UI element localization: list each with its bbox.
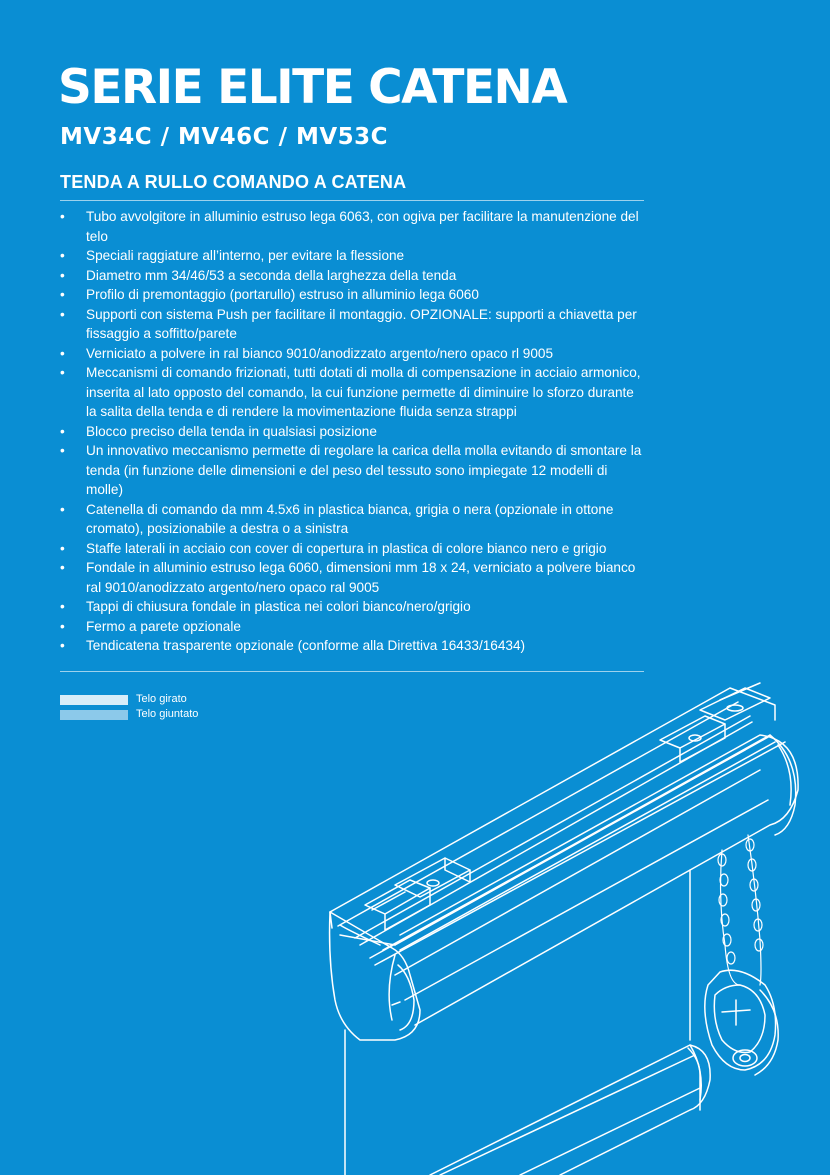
feature-item: • Un innovativo meccanismo permette di regolare la carica della molla evitando di smontare la tenda (in funzione delle dimensioni e del peso del tessuto sono impiegate 12 modelli di molle)	[60, 441, 644, 500]
chain-tensioner	[705, 970, 778, 1075]
legend-label: Telo girato	[136, 693, 187, 705]
feature-item: • Profilo di premontaggio (portarullo) estruso in alluminio lega 6060	[60, 285, 644, 305]
feature-item: • Blocco preciso della tenda in qualsiasi posizione	[60, 422, 644, 442]
feature-item: • Speciali raggiature all’interno, per evitare la flessione	[60, 246, 644, 266]
feature-item: • Meccanismi di comando frizionati, tutti dotati di molla di compensazione in acciaio armonico, inserita al lato opposto del comando, la cui funzione permette di diminuire lo sforzo durante la salita della tenda e di rendere la movimentazione fluida senza strappi	[60, 363, 644, 422]
feature-item: • Supporti con sistema Push per facilitare il montaggio. OPZIONALE: supporti a chiavetta per fissaggio a soffitto/parete	[60, 305, 644, 344]
right-bracket	[660, 683, 770, 762]
model-codes: MV34C / MV46C / MV53C	[60, 124, 389, 150]
roller-tube	[383, 735, 798, 1025]
section-subtitle: TENDA A RULLO COMANDO A CATENA	[60, 172, 407, 192]
bottom-rail	[430, 1045, 710, 1175]
feature-item: • Fermo a parete opzionale	[60, 617, 644, 637]
feature-item: • Catenella di comando da mm 4.5x6 in plastica bianca, grigia o nera (opzionale in ottone cromato), posizionabile a destra o a sinistra	[60, 500, 644, 539]
right-end-mechanism	[770, 735, 796, 835]
legend-label: Telo giuntato	[136, 708, 199, 720]
feature-item: • Fondale in alluminio estruso lega 6060, dimensioni mm 18 x 24, verniciato a polvere bianco ral 9010/anodizzato argento/nero opaco ral 9005	[60, 558, 644, 597]
feature-item: • Staffe laterali in acciaio con cover di copertura in plastica di colore bianco nero e grigio	[60, 539, 644, 559]
feature-item: • Tendicatena trasparente opzionale (conforme alla Direttiva 16433/16434)	[60, 636, 644, 656]
feature-item: • Tubo avvolgitore in alluminio estruso lega 6063, con ogiva per facilitare la manutenzione del telo	[60, 207, 644, 246]
control-chain	[718, 835, 763, 985]
feature-item: • Tappi di chiusura fondale in plastica nei colori bianco/nero/grigio	[60, 597, 644, 617]
feature-item: • Diametro mm 34/46/53 a seconda della larghezza della tenda	[60, 266, 644, 286]
feature-item: • Verniciato a polvere in ral bianco 9010/anodizzato argento/nero opaco rl 9005	[60, 344, 644, 364]
page-title: SERIE ELITE CATENA	[58, 60, 567, 115]
